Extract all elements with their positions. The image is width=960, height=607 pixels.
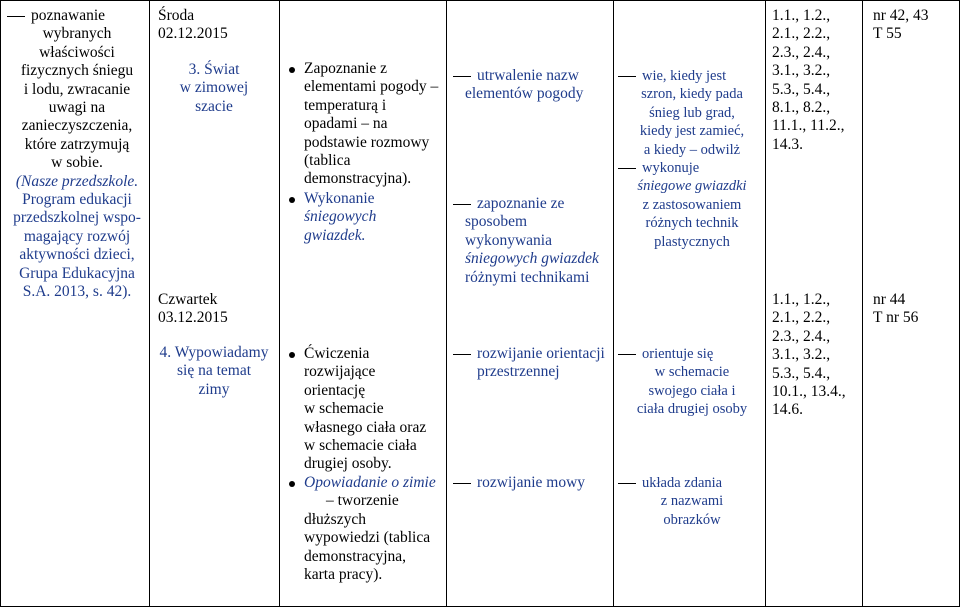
dash-marker [453, 354, 471, 355]
day-label: Czwartek [158, 291, 218, 308]
topic-title: 4. Wypowiadamy się na temat zimy [159, 344, 269, 398]
materials-ref: nr 44 T nr 56 [873, 291, 919, 327]
date-label: 03.12.2015 [158, 309, 228, 327]
dash-marker [618, 354, 636, 355]
activity-item: Ćwiczenia rozwijające orientację w schemacie własnego ciała oraz w schemacie ciała drugiej osoby. [304, 345, 427, 473]
outcome-item: wykonuje śniegowe gwiazdki z zastosowaniem różnych technik plastycznych [618, 159, 766, 251]
activity-item: Zapoznanie z elementami pogody – temperaturą i opadami – na podstawie rozmowy (tablica demonstracyjna). [304, 60, 439, 188]
objectives-cell [447, 1, 614, 607]
outcome-item: orientuje się w schemacie swojego ciała i ciała drugiej osoby [618, 345, 766, 419]
objective-item: rozwijanie mowy [453, 474, 613, 492]
objective-item: utrwalenie nazw elementów pogody [453, 67, 613, 104]
dash-marker [453, 76, 471, 77]
materials-cell [863, 1, 960, 607]
date-label: 02.12.2015 [158, 25, 228, 43]
activity-item: Wykonanie śniegowych gwiazdek. [304, 190, 377, 244]
curriculum-refs-cell [766, 1, 863, 607]
curriculum-refs: 1.1., 1.2., 2.1., 2.2., 2.3., 2.4., 3.1., 3.2., 5.3., 5.4., 8.1., 8.2., 11.1., 11.2., 14.3. [772, 7, 845, 153]
day-label: Środa [158, 7, 195, 24]
dash-marker [7, 16, 25, 17]
outcome-item: układa zdania z nazwami obrazków [618, 474, 766, 529]
objective-item: rozwijanie orientacji przestrzennej [453, 345, 613, 382]
dash-marker [618, 483, 636, 484]
date-topic-cell [150, 1, 280, 607]
objective-item: zapoznanie ze sposobem wykonywania śniegowych gwiazdek różnymi technikami [453, 195, 613, 287]
curriculum-refs: 1.1., 1.2., 2.1., 2.2., 2.3., 2.4., 3.1., 3.2., 5.3., 5.4., 10.1., 13.4., 14.6. [772, 291, 846, 419]
activity-item: Opowiadanie o zimie – tworzenie dłuższych wypowiedzi (tablica demonstracyjna, karta pracy). [304, 474, 436, 584]
goal-text: poznawanie wybranych właściwości fizycznych śniegu i lodu, zwracanie uwagi na zanieczyszczenia, które zatrzymują w sobie. (Nasze przedszkole. Program edukacji przedszkolnej wspo- magający rozwój aktywności dzieci, Grupa Edukacyjna S.A. 2013, s. 42). [7, 7, 147, 302]
dash-marker [453, 204, 471, 205]
activities-cell [280, 1, 447, 607]
goal-cell [1, 1, 150, 607]
dash-marker [618, 76, 636, 77]
dash-marker [618, 168, 636, 169]
outcomes-cell [614, 1, 766, 607]
outcome-item: wie, kiedy jest szron, kiedy pada śnieg lub grad, kiedy jest zamieć, a kiedy – odwilż [618, 67, 766, 159]
dash-marker [453, 483, 471, 484]
materials-ref: nr 42, 43 T 55 [873, 7, 929, 43]
topic-title: 3. Świat w zimowej szacie [179, 61, 249, 115]
